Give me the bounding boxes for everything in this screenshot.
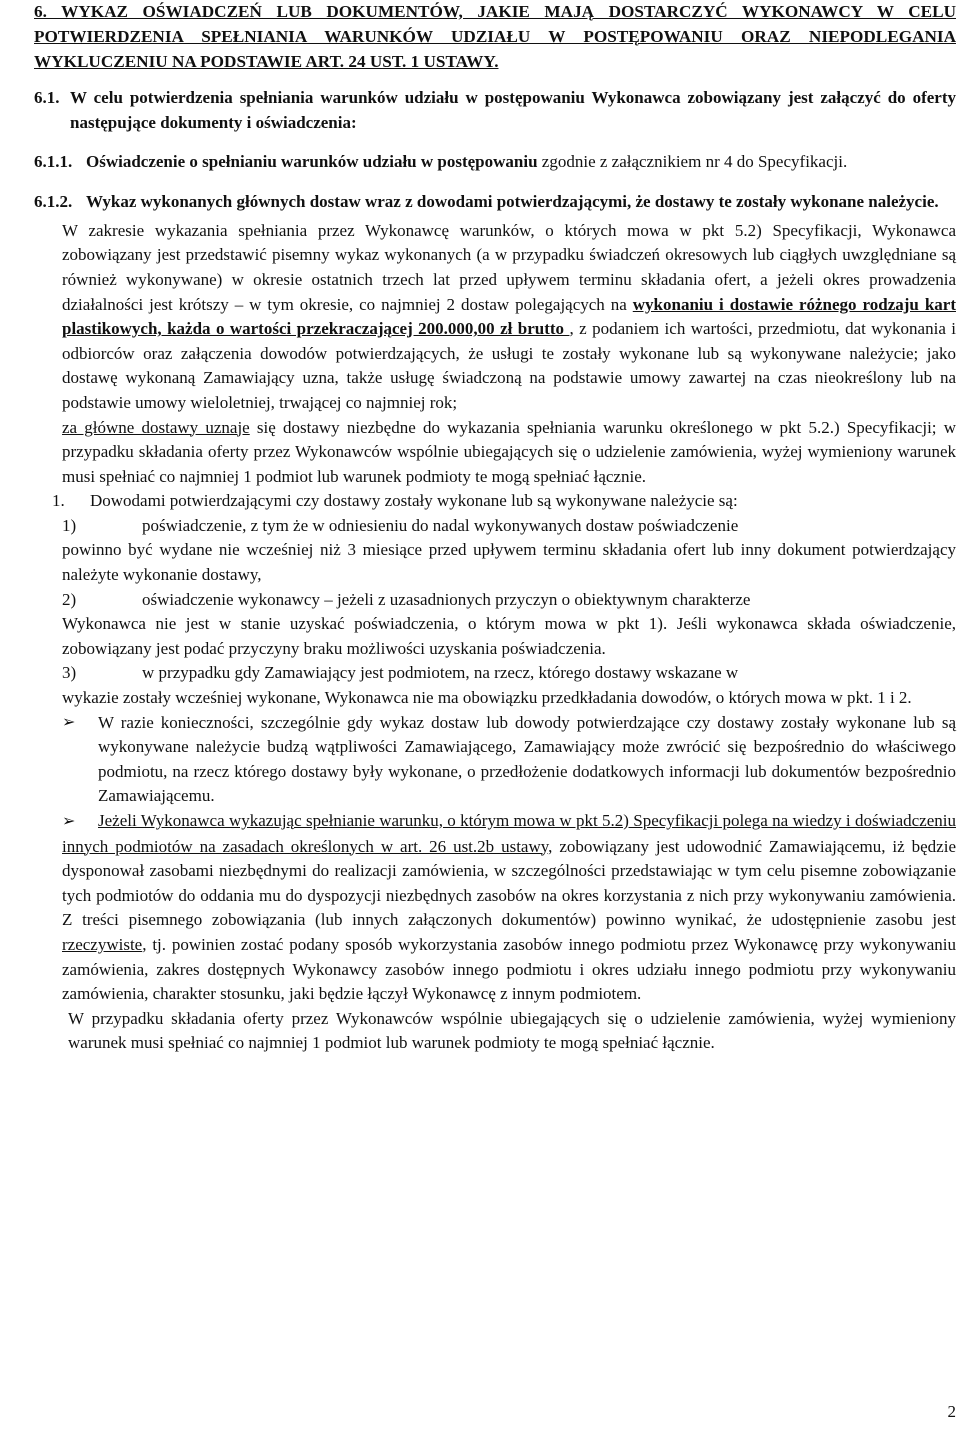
item-text: oświadczenie wykonawcy – jeżeli z uzasadnionych przyczyn o obiektywnym charakterze xyxy=(142,589,751,609)
section-6-1-1 xyxy=(34,150,956,175)
list-item xyxy=(62,588,956,662)
plain-text: , tj. powinien zostać podany sposób wykorzystania zasobów innego podmiotu przez Wykonawcę przy wykonywaniu zamówienia, zakres dostępnych Wykonawcy zasobów innego podmiotu i okres udziału innego podmiotu przy wykonywaniu zamówienia, charakter stosunku, jaki będzie łączył Wykonawcę z innym podmiotem. xyxy=(62,934,956,1004)
underlined-text: rzeczywiste xyxy=(62,934,143,954)
section-number: 6.1. xyxy=(34,88,60,108)
item-text: w przypadku gdy Zamawiający jest podmiotem, na rzecz, którego dostawy wskazane w xyxy=(142,663,739,683)
arrow-bullet-icon: ➢ xyxy=(62,713,76,731)
section-number: 6.1.1. xyxy=(34,151,73,171)
page-number: 2 xyxy=(947,1402,956,1422)
item-number: 2) xyxy=(62,589,77,609)
section-number: 6.1.2. xyxy=(34,192,73,212)
underlined-text: za główne dostawy uznaje xyxy=(62,417,250,437)
final-paragraph: W przypadku składania oferty przez Wykonawców wspólnie ubiegających się o udzielenie zamówienia, wyżej wymieniony warunek musi spełniać co najmniej 1 podmiot lub warunek podmioty te mogą spełniać łącznie. xyxy=(68,1008,956,1053)
section-text xyxy=(86,150,956,175)
item-number: 3) xyxy=(62,663,77,683)
section-text: W celu potwierdzenia spełniania warunków udziału w postępowaniu Wykonawca zobowiązany jest załączyć do oferty następujące dokumenty i oświadczenia: xyxy=(70,88,956,132)
list-text: Dowodami potwierdzającymi czy dostawy zostały wykonane lub są wykonywane należycie są: xyxy=(90,491,738,511)
plain-text: zobowiązany jest udowodnić Zamawiającemu, iż będzie dysponował zasobami niezbędnymi do realizacji zamówienia, w szczególności przedstawiając w tym celu pisemne zobowiązanie tych podmiotów do oddania mu do dyspozycji niezbędnych zasobów na okres korzystania z nich przy wykonywaniu zamówienia. Z treści pisemnego zobowiązania (lub innych załączonych dokumentów) powinno wynikać, że udostępnienie zasobu jest xyxy=(62,836,956,930)
arrow-bullet-icon: ➢ xyxy=(62,813,76,831)
bold-text: Oświadczenie o spełnianiu warunków udziału w postępowaniu xyxy=(86,151,538,171)
plain-text: , z podaniem ich wartości, przedmiotu, dat wykonania i odbiorców oraz załączenia dowodów potwierdzających, że usługi te zostały wykonane lub są wykonywane należycie; jako dostawę wykonaną Zamawiający uzna, także usługę świadczoną na podstawie umowy zawartej na czas nieokreślony lub na podstawie umowy wieloletniej, trwającej co najmniej rok; xyxy=(62,319,957,412)
item-text: Wykonawca nie jest w stanie uzyskać poświadczenia, o którym mowa w pkt 1). Jeśli wykonawca składa oświadczenie, zobowiązany jest podać przyczyny braku możliwości uzyskania poświadczenia. xyxy=(62,614,956,658)
item-text: wykazie zostały wcześniej wykonane, Wykonawca nie ma obowiązku przedkładania dowodów, o których mowa w pkt. 1 i 2. xyxy=(62,688,912,708)
evidence-list xyxy=(52,489,956,1006)
underlined-text: Jeżeli Wykonawca wykazując spełnianie warunku, o którym mowa w pkt 5.2) Specyfikacji polega na wiedzy i doświadczeniu innych podmiotów na zasadach określonych w art. 26 ust.2b ustawy, xyxy=(62,811,956,856)
plain-text: się dostawy niezbędne do wykazania spełniania warunku określonego w pkt 5.2.) Specyfikacji; w przypadku składania oferty przez Wykonawców wspólnie ubiegających się o udzielenie zamówienia, wyżej wymieniony warunek musi spełniać co najmniej 1 podmiot lub warunek podmioty te mogą spełniać łącznie. xyxy=(62,417,956,486)
section-text: Wykaz wykonanych głównych dostaw wraz z dowodami potwierdzającymi, że dostawy te zostały wykonane należycie. xyxy=(86,192,939,212)
paragraph-requirements xyxy=(62,219,956,416)
list-number: 1. xyxy=(52,491,65,511)
section-6-1-2 xyxy=(34,190,956,215)
underlined-bold-text: wykonaniu i dostawie różnego rodzaju kart plastikowych, każda o wartości przekraczającej 200.000,00 zł brutto xyxy=(62,294,956,339)
bullet-text: W razie konieczności, szczególnie gdy wykaz dostaw lub dowody potwierdzające czy dostawy zostały wykonane lub są wykonywane należycie budzą wątpliwości Zamawiającego, Zamawiający może zwrócić się bezpośrednio do właściwego podmiotu, na rzecz którego dostawy były wykonane, o przedłożenie dodatkowych informacji lub dokumentów bezpośrednio Zamawiającemu. xyxy=(98,712,956,806)
list-item xyxy=(44,489,956,514)
item-text: powinno być wydane nie wcześniej niż 3 miesiące przed upływem terminu składania ofert lub inny dokument potwierdzający należyte wykonanie dostawy, xyxy=(62,540,956,585)
plain-text: W zakresie wykazania spełniania przez Wykonawcę warunków, o których mowa w pkt 5.2) Specyfikacji, Wykonawca zobowiązany jest przedstawić pisemny wykaz wykonanych (a w przypadku świadczeń okresowych lub ciągłych uwzględniane są również wykonywane) w okresie ostatnich trzech lat przed upływem terminu składania ofert, a jeżeli okres prowadzenia działalności jest krótszy – w tym okresie, co najmniej 2 dostaw polegających na xyxy=(62,220,956,314)
paragraph-main-deliveries xyxy=(62,416,956,490)
section-6-1 xyxy=(34,86,956,135)
plain-text: zgodnie z załącznikiem nr 4 do Specyfikacji. xyxy=(537,151,848,171)
item-text: poświadczenie, z tym że w odniesieniu do nadal wykonywanych dostaw poświadczenie xyxy=(142,515,739,535)
bullet-item xyxy=(62,711,956,809)
item-first-line xyxy=(62,514,956,539)
bullet-item xyxy=(62,809,956,1007)
item-first-line xyxy=(62,588,956,613)
list-item xyxy=(62,661,956,710)
section-heading: 6. WYKAZ OŚWIADCZEŃ LUB DOKUMENTÓW, JAKIE MAJĄ DOSTARCZYĆ WYKONAWCY W CELU POTWIERDZENIA SPEŁNIANIA WARUNKÓW UDZIAŁU W POSTĘPOWANIU ORAZ NIEPODLEGANIA WYKLUCZENIU NA PODSTAWIE ART. 24 UST. 1 USTAWY. xyxy=(34,2,956,71)
list-item xyxy=(62,514,956,588)
item-number: 1) xyxy=(62,515,77,535)
item-first-line xyxy=(62,661,956,686)
